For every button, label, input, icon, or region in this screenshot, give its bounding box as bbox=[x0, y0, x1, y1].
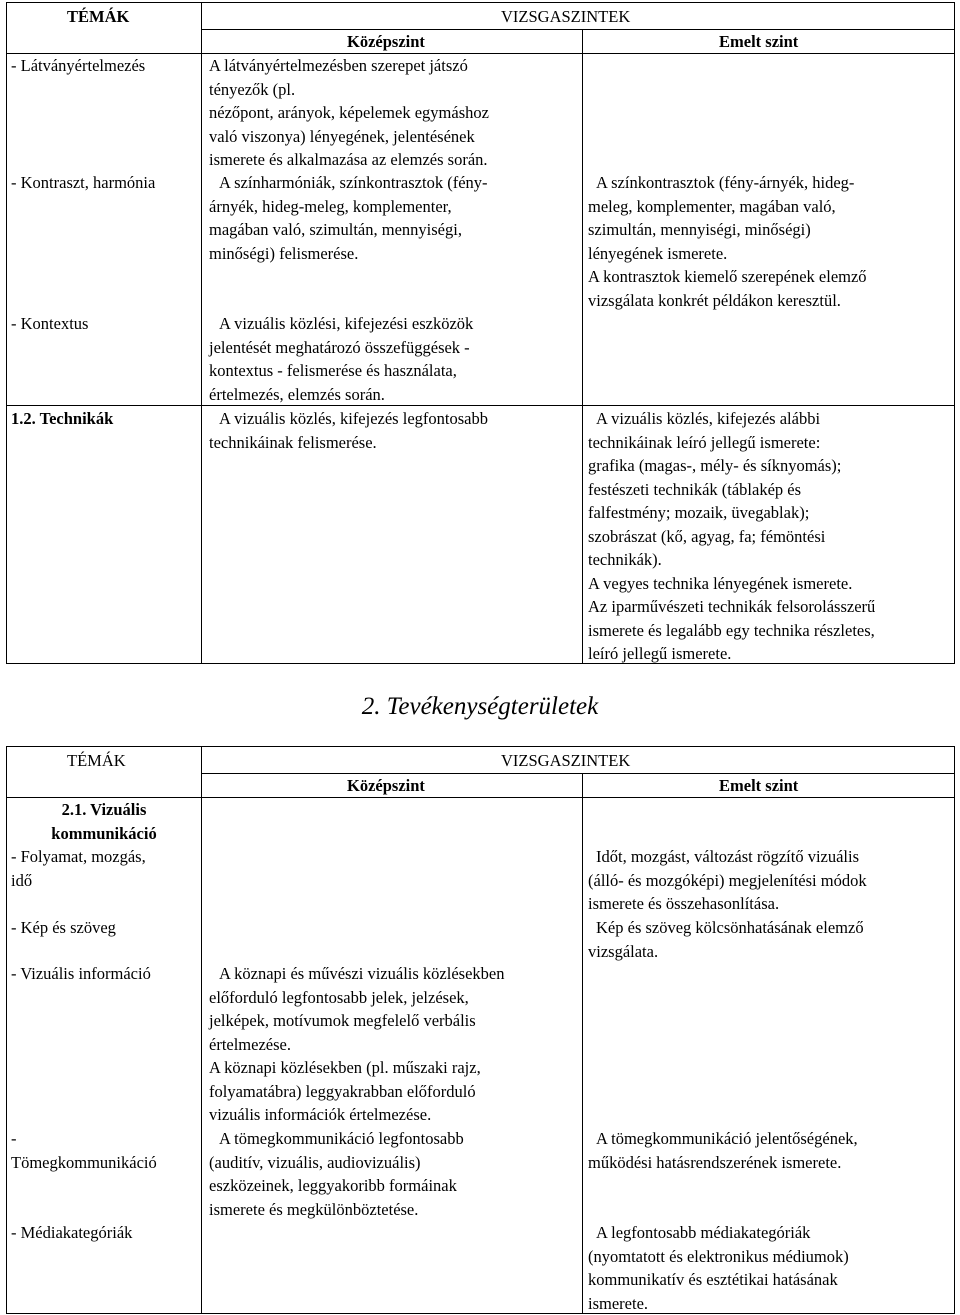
topic-technikak: 1.2. Technikák bbox=[11, 409, 114, 428]
mid-level-header: Középszint bbox=[347, 776, 425, 795]
topic-vizualis-informacio: - Vizuális információ bbox=[11, 964, 151, 983]
mid-cell: A színharmóniák, színkontrasztok (fény- árnyék, hideg-meleg, komplementer, magában való, szimultán, mennyiségi, minőségi) felismerése. bbox=[209, 173, 488, 263]
adv-cell: A legfontosabb médiakategóriák (nyomtatott és elektronikus médiumok) kommunikatív és esztétikai hatásának ismerete. bbox=[588, 1223, 849, 1313]
adv-cell: A vizuális közlés, kifejezés alábbi technikáinak leíró jellegű ismerete: grafika (magas-, mély- és síknyomás); festészeti technikák (táblakép és falfestmény; mozaik, üvegablak); szobrászat (kő, agyag, fa; fémöntési technikák). A vegyes technika lényegének ismerete. Az iparművészeti technikák felsorolásszerű ismerete és legalább egy technika részletes, leíró jellegű ismerete. bbox=[588, 409, 876, 663]
exam-levels-header: VIZSGASZINTEK bbox=[501, 7, 631, 26]
table-1-divider-1 bbox=[201, 3, 202, 663]
adv-level-header: Emelt szint bbox=[719, 32, 799, 51]
table-2-header-split bbox=[201, 773, 954, 774]
mid-cell: A tömegkommunikáció legfontosabb (auditív, vizuális, audiovizuális) eszközeinek, leggyakoribb formáinak ismerete és megkülönböztetése. bbox=[209, 1129, 464, 1219]
mid-cell: A köznapi és művészi vizuális közlésekben előforduló legfontosabb jelek, jelzések, jelképek, motívumok megfelelő verbális értelmezése. A köznapi közlésekben (pl. műszaki rajz, folyamatábra) leggyakrabban előforduló vizuális információk értelmezése. bbox=[209, 964, 505, 1124]
table-1-row-divider bbox=[7, 405, 954, 406]
section-heading-vizualis-kommunikacio: 2.1. Vizuális kommunikáció bbox=[51, 800, 157, 843]
adv-cell: Kép és szöveg kölcsönhatásának elemző vizsgálata. bbox=[588, 918, 864, 961]
topic-folyamat: - Folyamat, mozgás, idő bbox=[11, 847, 146, 890]
topics-header: TÉMÁK bbox=[67, 7, 130, 26]
topic-kep-es-szoveg: - Kép és szöveg bbox=[11, 918, 116, 937]
adv-cell: A színkontrasztok (fény-árnyék, hideg- meleg, komplementer, magában való, szimultán, mennyiségi, minőségi) lényegének ismerete. A kontrasztok kiemelő szerepének elemző vizsgálata konkrét példákon keresztül. bbox=[588, 173, 867, 310]
table-1-divider-2 bbox=[582, 29, 583, 663]
mid-level-header: Középszint bbox=[347, 32, 425, 51]
exam-levels-header: VIZSGASZINTEK bbox=[501, 751, 631, 770]
topics-header: TÉMÁK bbox=[67, 751, 126, 770]
topic-mediakategoriak: - Médiakategóriák bbox=[11, 1223, 133, 1242]
table-2-divider-1 bbox=[201, 747, 202, 1313]
table-1 bbox=[6, 2, 955, 664]
table-2-divider-2 bbox=[582, 773, 583, 1313]
mid-cell: A vizuális közlés, kifejezés legfontosabb technikáinak felismerése. bbox=[209, 409, 488, 452]
topic-kontraszt: - Kontraszt, harmónia bbox=[11, 173, 156, 192]
mid-cell: A vizuális közlési, kifejezési eszközök jelentését meghatározó összefüggések - kontextus - felismerése és használata, értelmezés, elemzés során. bbox=[209, 314, 474, 404]
mid-cell: A látványértelmezésben szerepet játszó tényezők (pl. nézőpont, arányok, képelemek egymáshoz való viszonya) lényegének, jelentésének ismerete és alkalmazása az elemzés során. bbox=[209, 56, 489, 169]
adv-level-header: Emelt szint bbox=[719, 776, 799, 795]
topic-lathatvanyertelmezes: - Látványértelmezés bbox=[11, 56, 146, 75]
topic-tomegkommunikacio: - Tömegkommunikáció bbox=[11, 1129, 157, 1172]
section-title: 2. Tevékenységterületek bbox=[361, 693, 599, 720]
table-2 bbox=[6, 746, 955, 1314]
table-1-header-split bbox=[201, 29, 954, 30]
adv-cell: Időt, mozgást, változást rögzítő vizuális (álló- és mozgóképi) megjelenítési módok ismerete és összehasonlítása. bbox=[588, 847, 867, 913]
adv-cell: A tömegkommunikáció jelentőségének, működési hatásrendszerének ismerete. bbox=[588, 1129, 858, 1172]
topic-kontextus: - Kontextus bbox=[11, 314, 89, 333]
